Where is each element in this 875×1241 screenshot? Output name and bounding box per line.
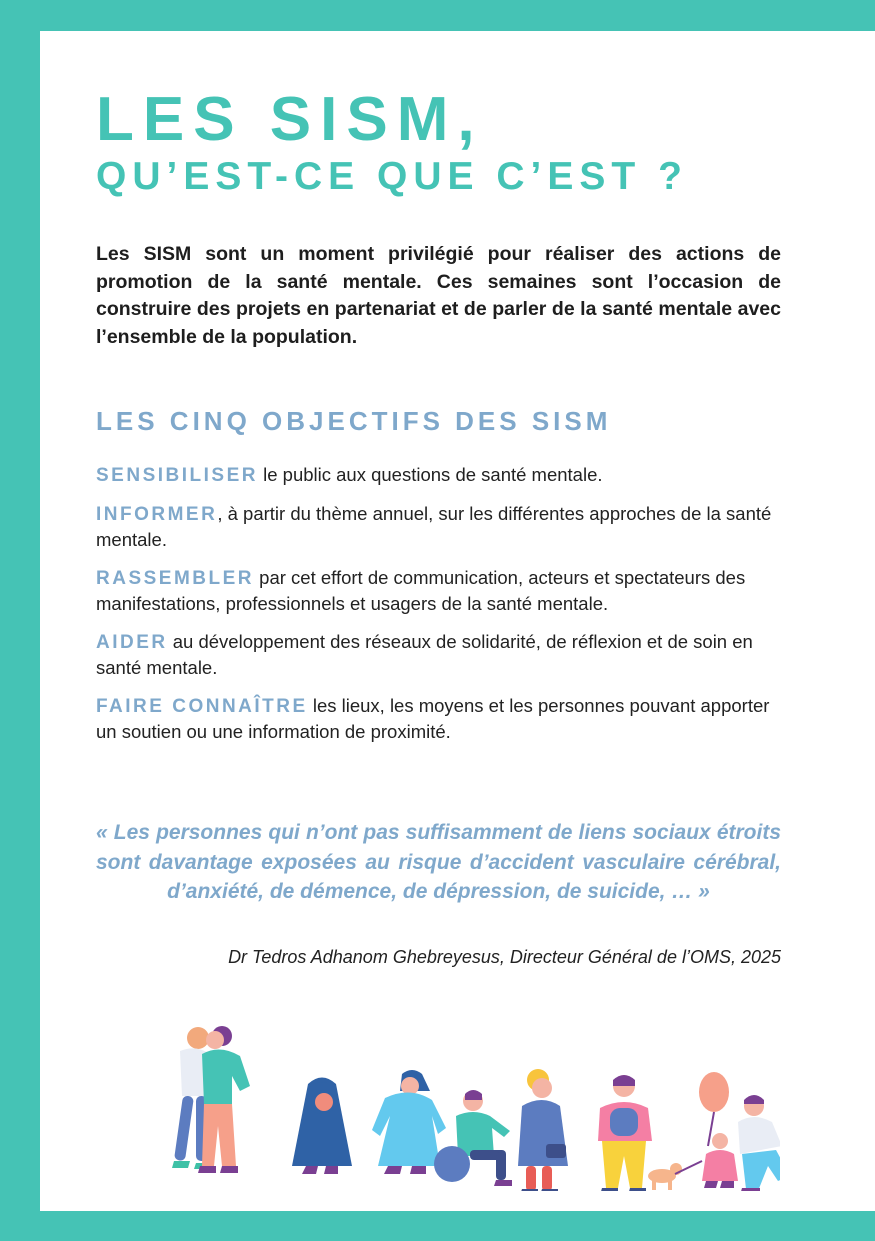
objective-text: par cet effort de communication, acteurs et spectateurs des manifestations, professionnels et usagers de la santé mentale. bbox=[96, 567, 746, 614]
objective-keyword: SENSIBILISER bbox=[96, 465, 258, 486]
person-hugging-right bbox=[198, 1026, 250, 1173]
person-wheelchair bbox=[434, 1090, 512, 1186]
objectives-list bbox=[96, 462, 781, 757]
page-sheet bbox=[40, 31, 875, 1211]
objective-text: le public aux questions de santé mentale. bbox=[257, 464, 603, 485]
objective-text: au développement des réseaux de solidarité, de réflexion et de soin en santé mentale. bbox=[96, 631, 753, 678]
person-hijab bbox=[292, 1078, 352, 1175]
page-title: LES SISM, bbox=[96, 85, 484, 154]
person-backpack bbox=[598, 1075, 652, 1191]
person-child bbox=[675, 1133, 738, 1188]
dog-icon bbox=[648, 1163, 682, 1190]
person-yellow-hair bbox=[518, 1069, 568, 1191]
objective-item bbox=[96, 501, 781, 552]
objective-text: , à partir du thème annuel, sur les différentes approches de la santé mentale. bbox=[96, 503, 772, 550]
objective-item bbox=[96, 462, 781, 488]
objective-keyword: RASSEMBLER bbox=[96, 568, 255, 589]
people-illustration bbox=[140, 1016, 780, 1191]
objectives-heading: LES CINQ OBJECTIFS DES SISM bbox=[96, 406, 612, 436]
objective-keyword: AIDER bbox=[96, 632, 168, 653]
objective-text: les lieux, les moyens et les personnes pouvant apporter un soutien ou une information de proximité. bbox=[96, 695, 770, 742]
page-subtitle: QU’EST-CE QUE C’EST ? bbox=[96, 155, 688, 198]
objective-keyword: INFORMER bbox=[96, 504, 218, 525]
objective-keyword: FAIRE CONNAÎTRE bbox=[96, 696, 308, 717]
person-walking bbox=[738, 1095, 780, 1191]
objective-item bbox=[96, 629, 781, 680]
objective-item bbox=[96, 693, 781, 744]
objective-item bbox=[96, 565, 781, 616]
quote-text: « Les personnes qui n’ont pas suffisamment de liens sociaux étroits sont davantage exposées au risque d’accident vasculaire cérébral, d’anxiété, de démence, de dépression, de suicide, … » bbox=[96, 821, 781, 903]
intro-paragraph: Les SISM sont un moment privilégié pour réaliser des actions de promotion de la santé mentale. Ces semaines sont l’occasion de construire des projets en partenariat et de parler de la santé mentale avec l’ensemble de la population. bbox=[96, 243, 781, 348]
quote-author: Dr Tedros Adhanom Ghebreyesus, Directeur Général de l’OMS, 2025 bbox=[228, 947, 781, 967]
